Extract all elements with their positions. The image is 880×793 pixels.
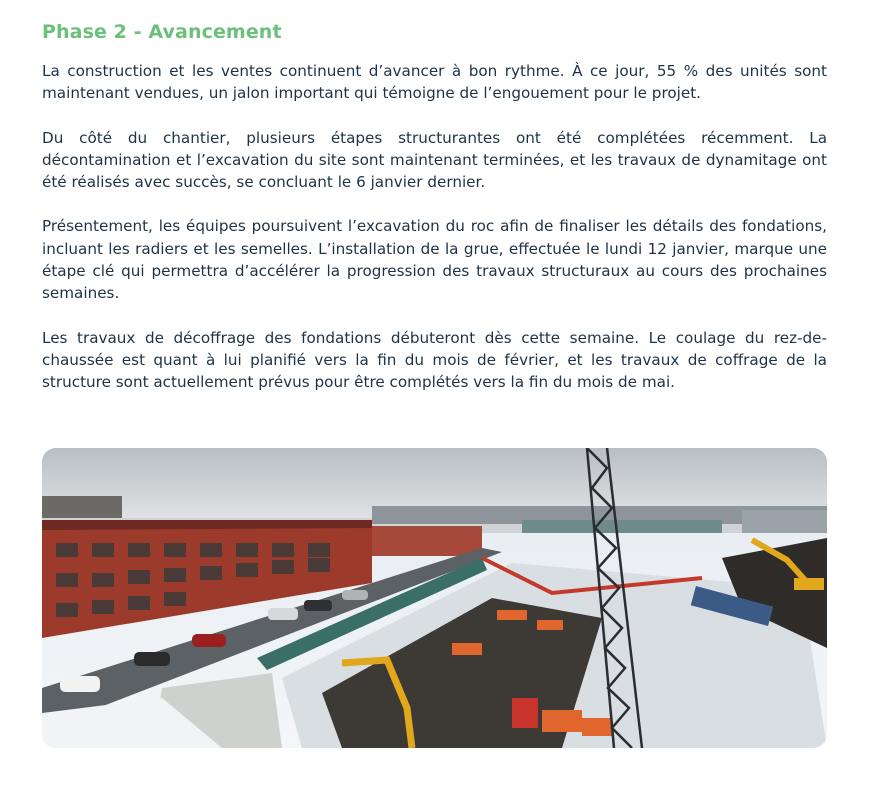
trees: [42, 496, 122, 518]
paragraph-next-steps: Les travaux de décoffrage des fondations débuteront dès cette semaine. Le coulage du rez-de-chaussée est quant à lui planifié vers la fin du mois de février, et les travaux de coffrage de la structure sont actuellement prévus pour être complétés vers la fin du mois de mai.: [42, 328, 827, 392]
article-body: [42, 60, 827, 416]
construction-site-illustration: [42, 448, 827, 748]
paragraph-site-progress: Du côté du chantier, plusieurs étapes structurantes ont été complétées récemment. La décontamination et l’excavation du site sont maintenant terminées, et les travaux de dynamitage ont été réalisés avec succès, se concluant le 6 janvier dernier.: [42, 128, 827, 192]
section-title: Phase 2 - Avancement: [42, 21, 282, 43]
paragraph-sales: La construction et les ventes continuent d’avancer à bon rythme. À ce jour, 55 % des unités sont maintenant vendues, un jalon important qui témoigne de l’engouement pour le projet.: [42, 62, 827, 103]
construction-site-photo: [42, 448, 827, 748]
paragraph-current-work: Présentement, les équipes poursuivent l’excavation du roc afin de finaliser les détails des fondations, incluant les radiers et les semelles. L’installation de la grue, effectuée le lundi 12 janvier, marque une étape clé qui permettra d’accélérer la progression des travaux structuraux au cours des prochaines semaines.: [42, 217, 827, 303]
